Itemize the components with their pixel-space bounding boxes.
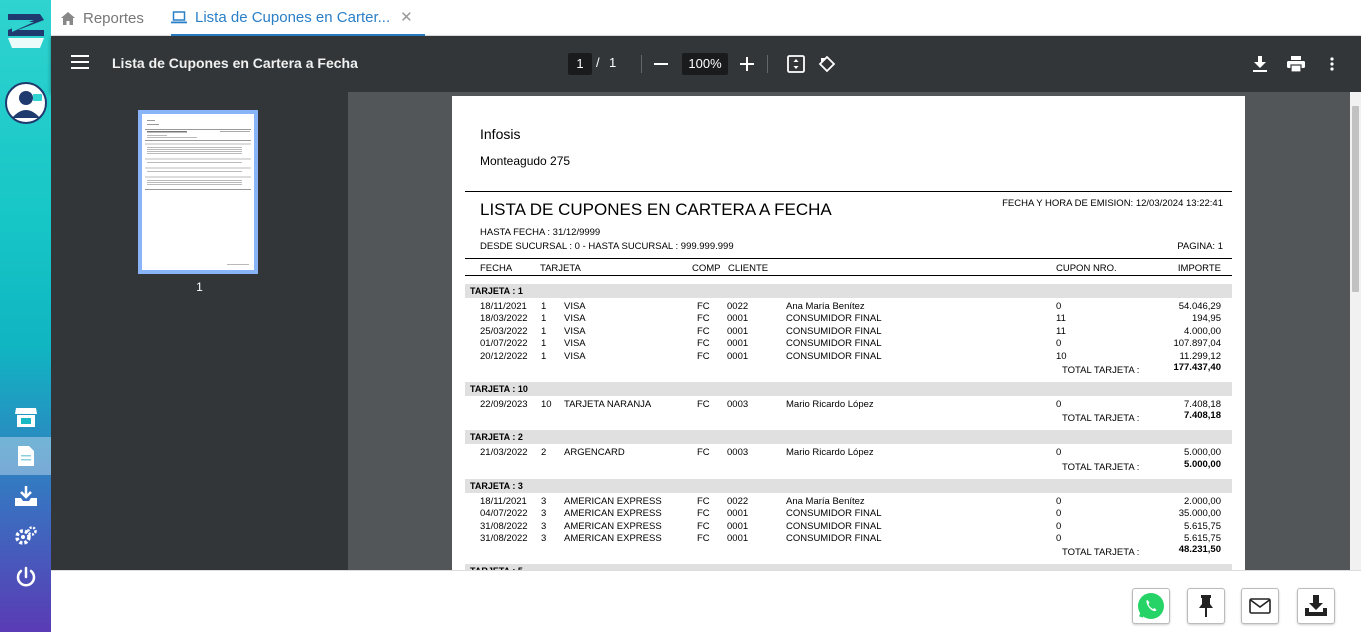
row-tarjeta-num: 3 bbox=[541, 495, 547, 507]
power-icon[interactable] bbox=[0, 558, 51, 596]
row-cliente: Ana María Benítez bbox=[786, 301, 865, 312]
row-comp: FC bbox=[697, 533, 710, 544]
store-icon[interactable] bbox=[0, 398, 51, 436]
page-thumbnail[interactable] bbox=[138, 110, 258, 274]
column-header-tarjeta: TARJETA bbox=[540, 263, 581, 274]
row-cupon: 11 bbox=[1056, 325, 1066, 337]
divider-line bbox=[465, 275, 1232, 276]
hasta-fecha: HASTA FECHA : 31/12/9999 bbox=[480, 227, 601, 238]
column-header-importe: IMPORTE bbox=[1177, 263, 1221, 274]
row-fecha: 31/08/2022 bbox=[480, 533, 528, 544]
row-fecha: 31/08/2022 bbox=[480, 520, 528, 532]
row-cupon: 0 bbox=[1056, 520, 1062, 532]
table-row bbox=[465, 326, 1232, 338]
group-total-row bbox=[465, 363, 1232, 377]
download-tray-icon bbox=[1304, 595, 1328, 617]
row-fecha: 21/03/2022 bbox=[480, 447, 528, 459]
row-importe: 5.000,00 bbox=[1184, 447, 1221, 459]
row-tarjeta-num: 3 bbox=[541, 533, 547, 544]
report-title: LISTA DE CUPONES EN CARTERA A FECHA bbox=[480, 200, 832, 219]
total-label: TOTAL TARJETA : bbox=[1062, 461, 1140, 473]
row-cupon: 0 bbox=[1056, 495, 1062, 507]
document-icon[interactable] bbox=[0, 437, 51, 475]
email-button[interactable] bbox=[1241, 588, 1279, 624]
settings-icon[interactable] bbox=[0, 517, 51, 555]
tab-reportes[interactable] bbox=[61, 0, 144, 36]
row-comp-number: 0001 bbox=[727, 338, 749, 350]
group-header: TARJETA : 2 bbox=[465, 430, 1232, 444]
row-cupon: 11 bbox=[1056, 313, 1066, 325]
page-number-input[interactable]: 1 bbox=[568, 53, 592, 75]
row-importe: 35.000,00 bbox=[1178, 508, 1221, 520]
tab-label: Lista de Cupones en Carter... bbox=[195, 8, 391, 26]
row-fecha: 18/11/2021 bbox=[480, 495, 527, 507]
total-value: 5.000,00 bbox=[1184, 458, 1221, 470]
row-cupon: 0 bbox=[1056, 338, 1062, 350]
action-bar bbox=[51, 570, 1361, 632]
pin-icon bbox=[1198, 595, 1214, 617]
email-icon bbox=[1249, 598, 1271, 614]
row-tarjeta-name: VISA bbox=[564, 325, 586, 337]
row-cliente: Mario Ricardo López bbox=[786, 447, 874, 459]
pdf-viewer[interactable] bbox=[348, 92, 1350, 570]
table-row bbox=[465, 447, 1232, 459]
table-row bbox=[465, 508, 1232, 520]
row-comp-number: 0001 bbox=[727, 533, 749, 544]
menu-icon[interactable] bbox=[71, 55, 89, 74]
row-cupon: 10 bbox=[1056, 350, 1067, 362]
row-tarjeta-name: VISA bbox=[564, 350, 586, 362]
tab-label: Reportes bbox=[83, 9, 144, 27]
pdf-toolbar bbox=[51, 36, 1361, 92]
whatsapp-button[interactable] bbox=[1132, 588, 1170, 624]
row-importe: 7.408,18 bbox=[1184, 399, 1221, 410]
page-separator: / bbox=[596, 55, 600, 70]
zoom-in-icon[interactable] bbox=[736, 53, 758, 75]
row-comp: FC bbox=[697, 313, 710, 325]
pin-button[interactable] bbox=[1187, 588, 1225, 624]
row-fecha: 01/07/2022 bbox=[480, 338, 528, 350]
table-row bbox=[465, 351, 1232, 363]
row-tarjeta-name: AMERICAN EXPRESS bbox=[564, 495, 662, 507]
row-tarjeta-num: 3 bbox=[541, 520, 547, 532]
total-label: TOTAL TARJETA : bbox=[1062, 413, 1140, 425]
row-comp: FC bbox=[697, 520, 710, 532]
table-row bbox=[465, 338, 1232, 350]
row-tarjeta-num: 1 bbox=[541, 301, 547, 312]
row-importe: 107.897,04 bbox=[1173, 338, 1221, 350]
row-tarjeta-num: 1 bbox=[541, 350, 547, 362]
table-row bbox=[465, 496, 1232, 508]
row-tarjeta-name: AMERICAN EXPRESS bbox=[564, 520, 662, 532]
page-thumbnail-preview bbox=[142, 114, 254, 270]
row-fecha: 18/11/2021 bbox=[480, 301, 527, 312]
row-cupon: 0 bbox=[1056, 399, 1062, 410]
row-cliente: Mario Ricardo López bbox=[786, 399, 874, 410]
row-comp-number: 0003 bbox=[727, 399, 749, 410]
row-tarjeta-name: ARGENCARD bbox=[564, 447, 625, 459]
company-address: Monteagudo 275 bbox=[480, 154, 571, 168]
table-row bbox=[465, 533, 1232, 545]
row-comp: FC bbox=[697, 495, 710, 507]
row-comp-number: 0001 bbox=[727, 313, 749, 325]
row-tarjeta-name: VISA bbox=[564, 301, 586, 312]
thumbnail-pane bbox=[51, 92, 348, 570]
row-fecha: 25/03/2022 bbox=[480, 325, 528, 337]
fit-page-icon[interactable] bbox=[785, 53, 807, 75]
app-sidebar bbox=[0, 0, 51, 632]
total-label: TOTAL TARJETA : bbox=[1062, 547, 1140, 559]
close-icon[interactable]: ✕ bbox=[400, 9, 413, 26]
row-tarjeta-name: VISA bbox=[564, 338, 586, 350]
thumbnail-page-number: 1 bbox=[196, 280, 203, 294]
row-cliente: CONSUMIDOR FINAL bbox=[786, 325, 882, 337]
column-header-cupon: CUPON NRO. bbox=[1056, 263, 1117, 274]
row-comp: FC bbox=[697, 399, 710, 410]
rotate-icon[interactable] bbox=[816, 53, 838, 75]
row-cliente: CONSUMIDOR FINAL bbox=[786, 520, 882, 532]
row-cliente: Ana María Benítez bbox=[786, 495, 865, 507]
row-importe: 11.299,12 bbox=[1179, 350, 1221, 362]
table-row bbox=[465, 521, 1232, 533]
download-icon[interactable] bbox=[1249, 53, 1271, 75]
app-logo[interactable] bbox=[4, 8, 48, 54]
table-row bbox=[465, 313, 1232, 325]
row-cliente: CONSUMIDOR FINAL bbox=[786, 350, 882, 362]
group-header: TARJETA : 3 bbox=[465, 479, 1232, 493]
row-comp: FC bbox=[697, 301, 710, 312]
toolbar-divider bbox=[641, 55, 642, 73]
row-tarjeta-num: 1 bbox=[541, 325, 547, 337]
row-comp: FC bbox=[697, 508, 710, 520]
row-cupon: 0 bbox=[1056, 508, 1062, 520]
row-fecha: 04/07/2022 bbox=[480, 508, 528, 520]
row-importe: 54.046,29 bbox=[1178, 301, 1221, 312]
row-cliente: CONSUMIDOR FINAL bbox=[786, 508, 882, 520]
group-total-row bbox=[465, 460, 1232, 474]
row-cliente: CONSUMIDOR FINAL bbox=[786, 533, 882, 544]
row-comp: FC bbox=[697, 338, 710, 350]
row-tarjeta-name: AMERICAN EXPRESS bbox=[564, 533, 662, 544]
row-importe: 5.615,75 bbox=[1184, 533, 1221, 544]
total-label: TOTAL TARJETA : bbox=[1062, 365, 1140, 376]
group-header: TARJETA : 1 bbox=[465, 284, 1232, 298]
row-fecha: 22/09/2023 bbox=[480, 399, 528, 410]
row-comp: FC bbox=[697, 325, 710, 337]
row-tarjeta-num: 3 bbox=[541, 508, 547, 520]
zoom-input[interactable]: 100% bbox=[682, 53, 728, 75]
total-value: 48.231,50 bbox=[1178, 544, 1221, 556]
user-avatar[interactable] bbox=[5, 82, 47, 124]
row-tarjeta-num: 10 bbox=[541, 399, 552, 410]
total-value: 7.408,18 bbox=[1184, 410, 1221, 422]
row-comp: FC bbox=[697, 350, 710, 362]
divider-line bbox=[465, 258, 1232, 259]
row-fecha: 18/03/2022 bbox=[480, 313, 528, 325]
group-total-row bbox=[465, 545, 1232, 559]
column-header-cliente: CLIENTE bbox=[728, 263, 769, 274]
total-value: 177.437,40 bbox=[1173, 362, 1221, 373]
inbox-download-icon[interactable] bbox=[0, 477, 51, 515]
group-total-row bbox=[465, 411, 1232, 425]
document-title: Lista de Cupones en Cartera a Fecha bbox=[112, 55, 358, 71]
row-tarjeta-name: VISA bbox=[564, 313, 586, 325]
row-tarjeta-num: 1 bbox=[541, 338, 547, 350]
viewer-scrollbar[interactable] bbox=[1350, 92, 1361, 570]
row-comp-number: 0001 bbox=[727, 350, 749, 362]
row-cupon: 0 bbox=[1056, 447, 1062, 459]
row-comp-number: 0001 bbox=[727, 520, 749, 532]
row-cliente: CONSUMIDOR FINAL bbox=[786, 338, 882, 350]
scrollbar-thumb[interactable] bbox=[1352, 106, 1359, 292]
page-total: 1 bbox=[609, 55, 617, 70]
divider-line bbox=[465, 191, 1232, 192]
row-cliente: CONSUMIDOR FINAL bbox=[786, 313, 882, 325]
company-name: Infosis bbox=[480, 126, 521, 142]
sucursal-range: DESDE SUCURSAL : 0 - HASTA SUCURSAL : 999.999.999 bbox=[480, 241, 734, 252]
row-tarjeta-name: TARJETA NARANJA bbox=[564, 399, 652, 410]
row-tarjeta-num: 2 bbox=[541, 447, 547, 459]
print-icon[interactable] bbox=[1285, 53, 1307, 75]
row-cupon: 0 bbox=[1056, 301, 1062, 312]
row-importe: 194,95 bbox=[1191, 313, 1221, 325]
whatsapp-icon bbox=[1136, 591, 1166, 621]
laptop-icon bbox=[171, 11, 187, 24]
table-row bbox=[465, 301, 1232, 313]
row-cupon: 0 bbox=[1056, 533, 1062, 544]
column-header-fecha: FECHA bbox=[480, 263, 513, 274]
row-comp-number: 0022 bbox=[727, 301, 749, 312]
page-indicator: PAGINA: 1 bbox=[1177, 241, 1223, 252]
row-comp-number: 0022 bbox=[727, 495, 749, 507]
home-icon bbox=[61, 12, 75, 25]
row-comp: FC bbox=[697, 447, 710, 459]
table-row bbox=[465, 399, 1232, 411]
more-vert-icon[interactable] bbox=[1321, 53, 1343, 75]
emission-datetime: FECHA Y HORA DE EMISION: 12/03/2024 13:22:41 bbox=[1002, 198, 1223, 209]
tab-lista-cupones[interactable] bbox=[171, 0, 425, 36]
row-tarjeta-num: 1 bbox=[541, 313, 547, 325]
row-tarjeta-name: AMERICAN EXPRESS bbox=[564, 508, 662, 520]
tab-bar bbox=[51, 0, 1361, 36]
group-header: TARJETA : 10 bbox=[465, 382, 1232, 396]
download-file-button[interactable] bbox=[1297, 588, 1335, 624]
row-importe: 2.000,00 bbox=[1184, 495, 1221, 507]
zoom-out-icon[interactable] bbox=[650, 53, 672, 75]
row-comp-number: 0001 bbox=[727, 325, 749, 337]
row-comp-number: 0003 bbox=[727, 447, 749, 459]
column-header-comp: COMP bbox=[692, 263, 721, 274]
row-fecha: 20/12/2022 bbox=[480, 350, 528, 362]
row-comp-number: 0001 bbox=[727, 508, 749, 520]
row-importe: 4.000,00 bbox=[1184, 325, 1221, 337]
toolbar-divider bbox=[767, 55, 768, 73]
row-importe: 5.615,75 bbox=[1184, 520, 1221, 532]
pdf-page bbox=[452, 96, 1245, 576]
